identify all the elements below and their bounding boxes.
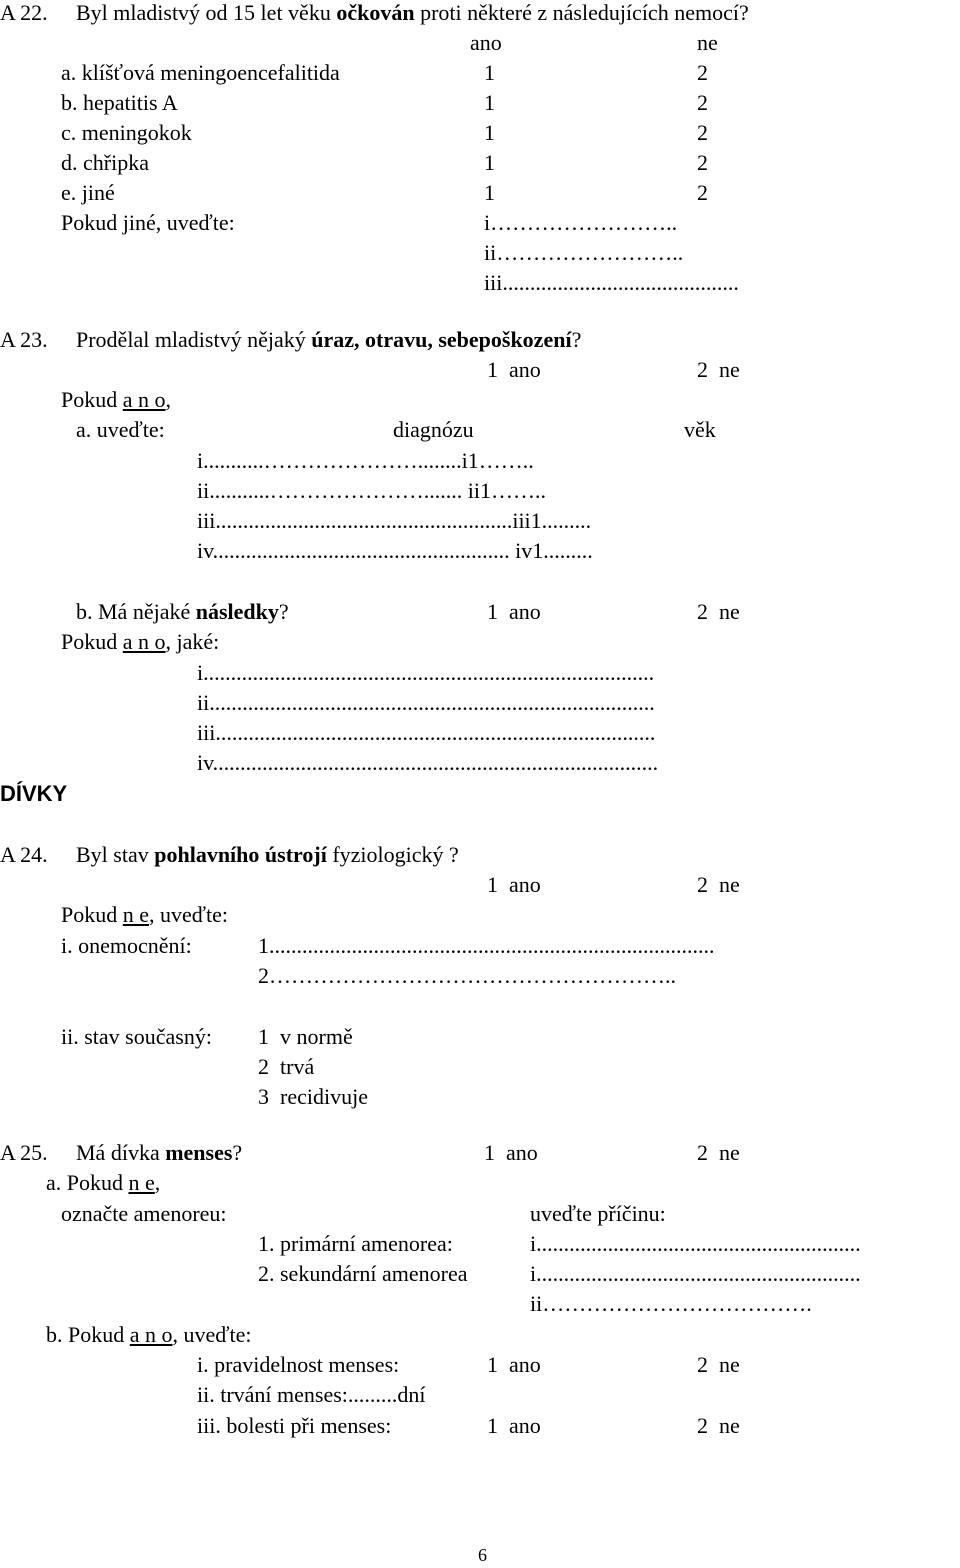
a23-b-pokud-ano: a n o xyxy=(122,629,166,654)
a25-b-pokud xyxy=(46,1322,252,1348)
a23-diagnosis-row[interactable]: i...........…………………........i1…….. xyxy=(197,448,534,473)
a24-state-option[interactable]: 3 recidivuje xyxy=(258,1084,368,1109)
a25-secondary-amenorrhea[interactable]: 2. sekundární amenorea xyxy=(258,1261,468,1286)
a24-question-pre: Byl stav xyxy=(76,842,155,867)
a22-item-no[interactable]: 2 xyxy=(697,150,708,175)
a23-consequence-line[interactable]: iv................................................................................. xyxy=(197,750,659,775)
a25-pain-ne[interactable]: 2 ne xyxy=(697,1413,740,1438)
a23-question xyxy=(76,327,581,353)
a25-cause-line[interactable]: i........................................................... xyxy=(530,1231,861,1256)
page-number: 6 xyxy=(478,1545,487,1565)
a22-other-label: Pokud jiné, uveďte: xyxy=(61,210,235,235)
a22-item-no[interactable]: 2 xyxy=(697,60,708,85)
a23-b-pokud xyxy=(61,629,219,655)
a25-a-pokud xyxy=(46,1170,160,1196)
a25-regularity-ano[interactable]: 1 ano xyxy=(487,1352,541,1377)
a23-a-label: a. uveďte: xyxy=(76,417,165,442)
a23-consequence-line[interactable]: i.................................................................................. xyxy=(197,660,655,685)
a25-cause-line[interactable]: ii………………………………. xyxy=(530,1291,812,1316)
a24-state-label: ii. stav současný: xyxy=(61,1024,212,1049)
a22-other-line[interactable]: ii…………………….. xyxy=(484,240,684,265)
a23-col-age: věk xyxy=(684,417,716,442)
a23-b-bold: následky xyxy=(195,599,279,624)
a25-regularity-ne[interactable]: 2 ne xyxy=(697,1352,740,1377)
a25-regularity-label: i. pravidelnost menses: xyxy=(197,1352,400,1377)
a24-pokud-ne: n e xyxy=(122,902,150,927)
a23-pokud-word: Pokud xyxy=(61,387,123,412)
a24-pokud xyxy=(61,902,228,928)
a23-b-pokud-word: Pokud xyxy=(61,629,123,654)
a23-b-pokud-jake: , jaké: xyxy=(165,629,220,654)
a22-question-bold: očkován xyxy=(336,0,415,25)
a24-disease-label: i. onemocnění: xyxy=(61,933,192,958)
a22-item-yes[interactable]: 1 xyxy=(484,180,495,205)
a23-diagnosis-row[interactable]: ii...........…………………....... ii1…….. xyxy=(197,478,546,503)
a25-b-ano: a n o xyxy=(129,1322,173,1347)
a22-question xyxy=(76,0,749,26)
a24-question-post: fyziologický ? xyxy=(326,842,459,867)
a22-item-yes[interactable]: 1 xyxy=(484,90,495,115)
a22-header-ne: ne xyxy=(697,30,718,55)
a23-b-post: ? xyxy=(278,599,289,624)
a22-item-label: a. klíšťová meningoencefalitida xyxy=(61,60,340,85)
a22-other-line[interactable]: iii........................................... xyxy=(484,270,739,295)
a22-question-pre: Byl mladistvý od 15 let věku xyxy=(76,0,337,25)
a23-col-diagnosis: diagnózu xyxy=(393,417,474,442)
a23-consequence-line[interactable]: iii................................................................................ xyxy=(197,720,656,745)
a23-b-pre: b. Má nějaké xyxy=(76,599,196,624)
a23-b-option-ano[interactable]: 1 ano xyxy=(487,599,541,624)
a22-question-post: proti některé z následujících nemocí? xyxy=(414,0,749,25)
a23-b-question xyxy=(76,599,289,625)
a24-state-option[interactable]: 2 trvá xyxy=(258,1054,315,1079)
a24-question xyxy=(76,842,459,868)
a23-pokud-ano: a n o xyxy=(122,387,166,412)
a22-item-yes[interactable]: 1 xyxy=(484,150,495,175)
a24-disease-line[interactable]: 2……………………………………………….. xyxy=(258,963,676,988)
a24-pokud-uvedte: , uveďte: xyxy=(149,902,228,927)
a24-option-ano[interactable]: 1 ano xyxy=(487,872,541,897)
a25-pain-label: iii. bolesti při menses: xyxy=(197,1413,392,1438)
a22-item-label: e. jiné xyxy=(61,180,115,205)
a25-question-bold: menses xyxy=(165,1140,233,1165)
a23-option-ano[interactable]: 1 ano xyxy=(487,357,541,382)
a25-b-pre: b. Pokud xyxy=(46,1322,130,1347)
a25-primary-amenorrhea[interactable]: 1. primární amenorea: xyxy=(258,1231,453,1256)
a22-item-no[interactable]: 2 xyxy=(697,120,708,145)
a23-pokud xyxy=(61,387,171,413)
a24-disease-line[interactable]: 1................................................................................. xyxy=(258,933,715,958)
a25-cause-line[interactable]: i........................................................... xyxy=(530,1261,861,1286)
a22-header-ano: ano xyxy=(470,30,502,55)
a25-a-ne: n e xyxy=(128,1170,155,1195)
a25-duration-field[interactable]: ii. trvání menses:.........dní xyxy=(197,1382,426,1407)
a25-question-pre: Má dívka xyxy=(76,1140,166,1165)
a22-item-yes[interactable]: 1 xyxy=(484,120,495,145)
a25-pain-ano[interactable]: 1 ano xyxy=(487,1413,541,1438)
a23-diagnosis-row[interactable]: iii......................................................iii1......... xyxy=(197,508,592,533)
a22-item-no[interactable]: 2 xyxy=(697,90,708,115)
a22-item-label: b. hepatitis A xyxy=(61,90,178,115)
a23-pokud-comma: , xyxy=(165,387,172,412)
a25-option-ano[interactable]: 1 ano xyxy=(484,1140,538,1165)
a23-question-pre: Prodělal mladistvý nějaký xyxy=(76,327,312,352)
a24-pokud-word: Pokud xyxy=(61,902,123,927)
a25-option-ne[interactable]: 2 ne xyxy=(697,1140,740,1165)
a22-item-label: d. chřipka xyxy=(61,150,149,175)
a25-number: A 25. xyxy=(0,1140,48,1165)
a22-item-no[interactable]: 2 xyxy=(697,180,708,205)
a24-question-bold: pohlavního ústrojí xyxy=(154,842,327,867)
a25-question-post: ? xyxy=(232,1140,243,1165)
a25-b-uvedte: , uveďte: xyxy=(172,1322,252,1347)
a22-item-yes[interactable]: 1 xyxy=(484,60,495,85)
a25-cause-label: uveďte příčinu: xyxy=(530,1201,666,1226)
a25-a-pre: a. Pokud xyxy=(46,1170,129,1195)
a24-option-ne[interactable]: 2 ne xyxy=(697,872,740,897)
a23-option-ne[interactable]: 2 ne xyxy=(697,357,740,382)
a22-other-line[interactable]: i…………………….. xyxy=(484,210,678,235)
a23-consequence-line[interactable]: ii................................................................................. xyxy=(197,690,655,715)
a24-number: A 24. xyxy=(0,842,48,867)
a25-question xyxy=(76,1140,242,1166)
a22-number: A 22. xyxy=(0,0,48,25)
a25-mark-label: označte amenoreu: xyxy=(61,1201,227,1226)
section-heading-divky: DÍVKY xyxy=(0,781,68,806)
a23-diagnosis-row[interactable]: iv...................................................... iv1......... xyxy=(197,538,593,563)
a23-question-post: ? xyxy=(571,327,582,352)
a24-state-option[interactable]: 1 v normě xyxy=(258,1024,353,1049)
a22-item-label: c. meningokok xyxy=(61,120,192,145)
a25-a-comma: , xyxy=(154,1170,161,1195)
a23-question-bold: úraz, otravu, sebepoškození xyxy=(311,327,572,352)
a23-number: A 23. xyxy=(0,327,48,352)
a23-b-option-ne[interactable]: 2 ne xyxy=(697,599,740,624)
